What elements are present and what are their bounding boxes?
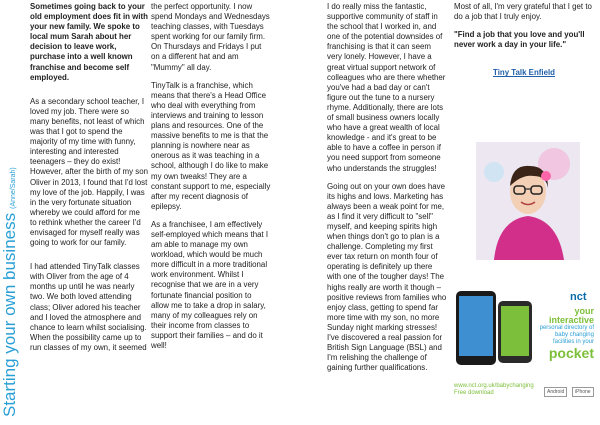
column-2 [151,2,271,359]
ad-tagline [538,307,594,361]
paragraph: I do really miss the fantastic, supportive community of staff in the school that I worked in, and one of the potential downsides of franchising is that it can seem very lonely. However, I have a great virtual support network of colleagues who are there whether you've had a bad day or can't figure out the tune to a nursery rhyme. Additionally, there are lots of small business owners locally who have a great wealth of local knowledge - and it's great to be able to have a coffee in person if you need support from someone who understands the struggles! [327,2,446,173]
nct-advert[interactable] [452,287,596,419]
android-badge[interactable]: Android [544,387,567,397]
section-title [0,167,20,417]
paragraph: Most of all, I'm very grateful that I get to do a job that I truly enjoy. [454,2,592,22]
section-title-text: Starting your own business [0,212,19,417]
tag-your: your [574,306,594,316]
paragraph: the perfect opportunity. I now spend Mondays and Wednesdays teaching classes, with Tuesdays spent working for our family firm. On Thursdays and Fridays I put on a different hat and am "Mummy" all day. [151,2,270,72]
ad-url[interactable]: www.nct.org.uk/babychanging Free download [454,383,534,396]
tiny-talk-link[interactable]: Tiny Talk Enfield [493,68,555,78]
tag-description: personal directory of baby changing facilities in your [539,325,594,345]
paragraph: TinyTalk is a franchise, which means that there's a Head Office who deal with everything from interviews and training to lesson plans and resources. One of the massive benefits to me is that the planning is nowhere near as onerous as it was teaching in a school, although I do like to make my own tweaks! They are a constant support to me, especially after my recent diagnosis of epilepsy. [151,80,271,211]
phone-icon [456,291,496,365]
tag-interactive: interactive [548,315,594,325]
nct-logo: nct [570,291,587,303]
paragraph: As a secondary school teacher, I loved my job. There were so many benefits, not least of which was that I got to spend the majority of my time with funny, interesting and interested teenagers – they do exist! However, after the birth of my son Oliver in 2013, I found that I'd lost my love of the job. Happily, I was in the very fortunate situation whereby we could afford for me to rethink whether the career I'd envisaged for myself really was going to work for our family. [30,96,148,248]
column-4 [454,2,594,78]
lead-paragraph: Sometimes going back to your old employment does fit in with your new family. We spoke to local mum Sarah about her decision to leave work, purchase into a well known franchise and become self employed. [30,2,148,82]
tag-pocket: pocket [548,345,594,361]
column-3 [327,2,448,381]
paragraph: Going out on your own does have its highs and lows. Marketing has always been a weak point for me, as I find it very difficult to "sell" myself, and keeping spirits high when things don't go to plan is a challenge. Completing my first ever tax return on month four of operating is definitely up there with one of the tougher days! The highs really are worth it though – positive reviews from families who enjoy class, getting to spend far more time with my son, no more Sunday night marking stresses! I've discovered a real passion for British Sign Language (BSL) and I'm relishing the challenge of gaining further qualifications. [327,181,447,373]
paragraph: I had attended TinyTalk classes with Oliver from the age of 4 months up until he was nearly two. We both loved attending class; Oliver adored his teacher and I loved the atmosphere and chance to learn whilst socialising. When the possibility came up to run classes of my own, it seemed [30,262,147,352]
portrait-illustration [476,142,580,260]
iphone-badge[interactable]: iPhone [572,387,594,397]
phone-icon [498,301,532,363]
paragraph: As a franchisee, I am effectively self-employed which means that I am able to manage my own workload, which would be much more difficult in a more traditional work environment. Whilst I recognise that we are in a very fortunate financial position to allow me to take a drop in salary, many of my colleagues rely on their income from classes to support their families – and do it well! [151,219,269,350]
section-subtitle: (Anne/Sarah) [10,167,17,209]
pull-quote: "Find a job that you love and you'll never work a day in your life." [454,30,585,50]
column-1 [30,2,148,361]
portrait-photo [476,142,580,260]
sidebar [0,0,22,425]
